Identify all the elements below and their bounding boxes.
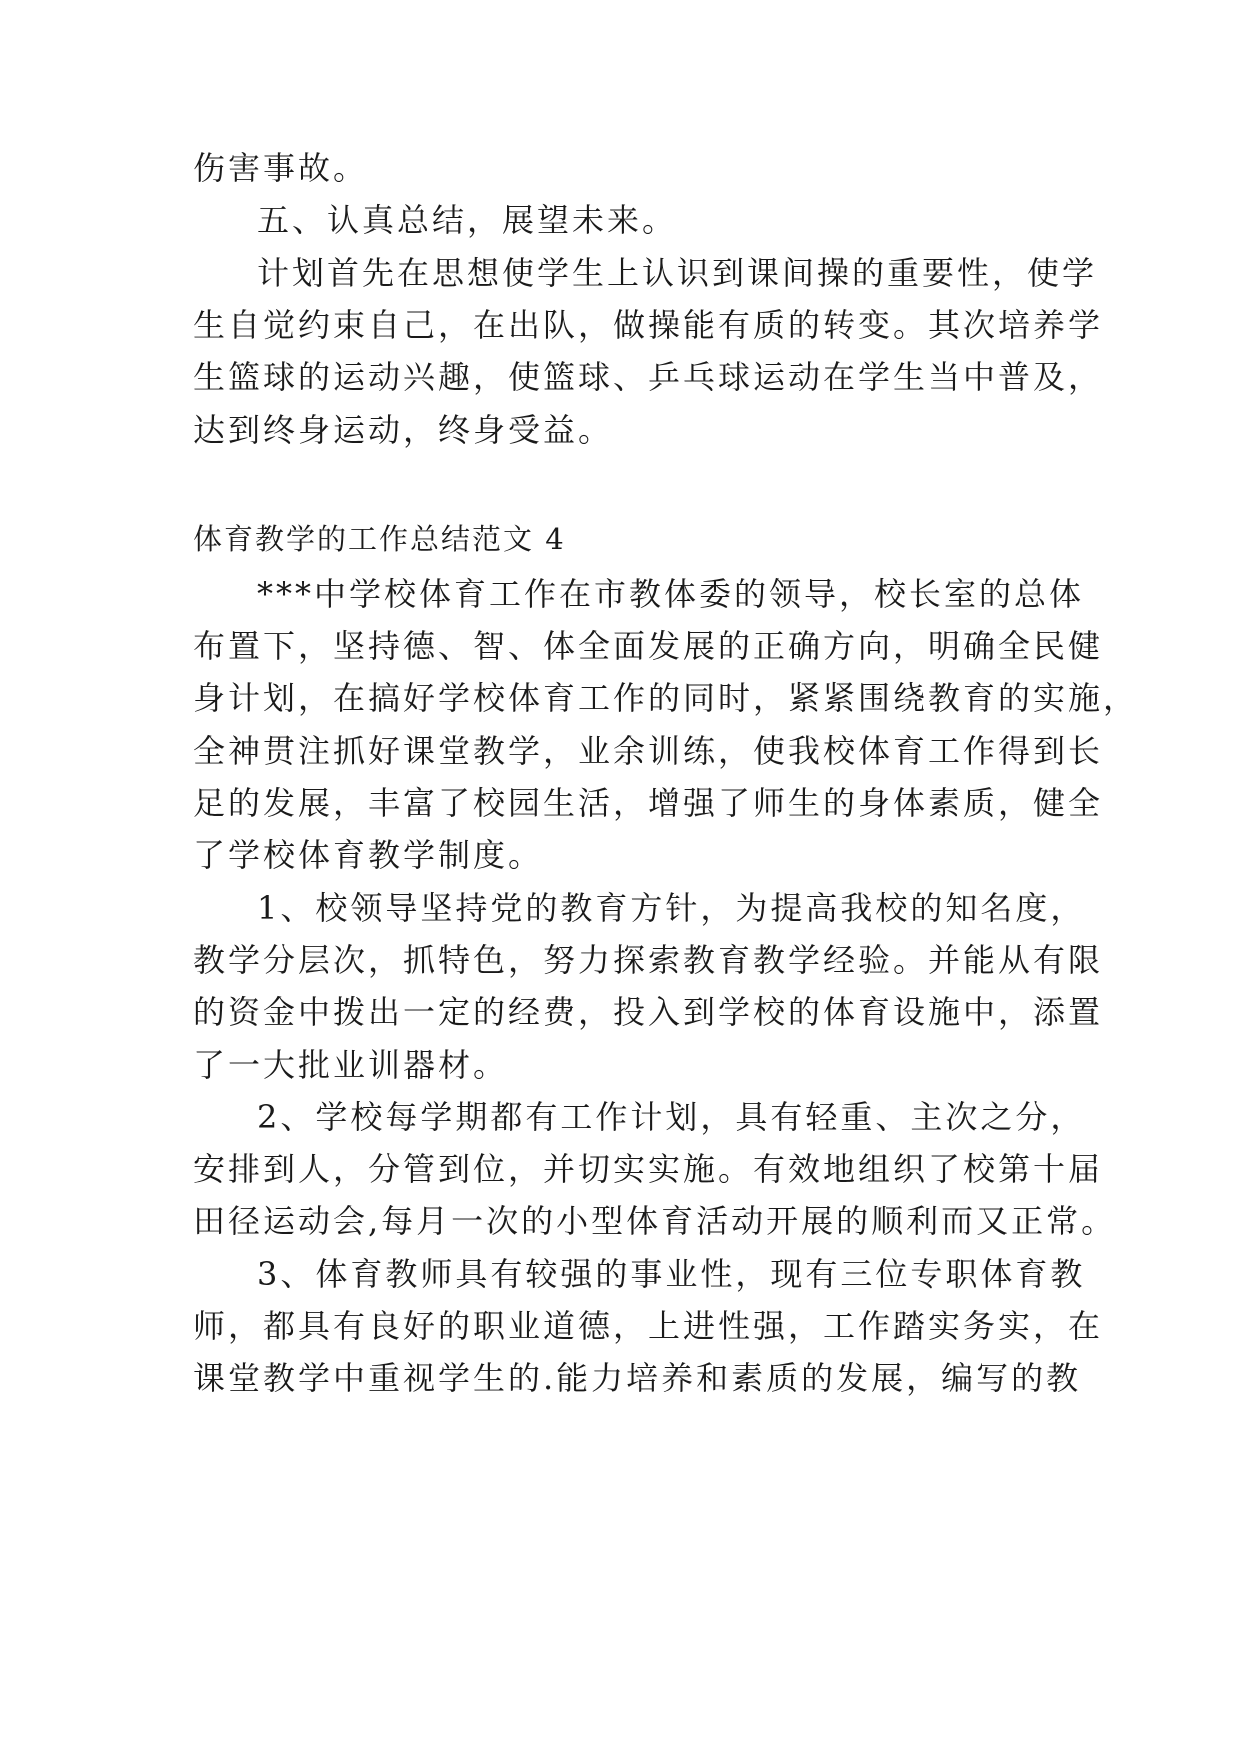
article-title: 体育教学的工作总结范文 4 <box>193 522 566 556</box>
paragraph-line: 达到终身运动，终身受益。 <box>193 411 614 449</box>
section-heading: 五、认真总结，展望未来。 <box>257 201 678 239</box>
paragraph-line: 了一大批业训器材。 <box>193 1046 509 1084</box>
list-item-line: 1、校领导坚持党的教育方针，为提高我校的知名度， <box>257 889 1086 927</box>
paragraph-line: 课堂教学中重视学生的.能力培养和素质的发展，编写的教 <box>193 1359 1082 1397</box>
paragraph-line: 师，都具有良好的职业道德，上进性强，工作踏实务实，在 <box>193 1307 1104 1345</box>
list-item-line: 2、学校每学期都有工作计划，具有轻重、主次之分， <box>257 1098 1086 1136</box>
paragraph-line: 计划首先在思想使学生上认识到课间操的重要性，使学 <box>257 254 1098 292</box>
paragraph-line: 足的发展，丰富了校园生活，增强了师生的身体素质，健全 <box>193 784 1104 822</box>
paragraph-line: 生自觉约束自己，在出队，做操能有质的转变。其次培养学 <box>193 306 1104 344</box>
paragraph-line: 布置下，坚持德、智、体全面发展的正确方向，明确全民健 <box>193 627 1104 665</box>
paragraph-line: ***中学校体育工作在市教体委的领导，校长室的总体 <box>257 575 1085 613</box>
paragraph-line: 身计划，在搞好学校体育工作的同时，紧紧围绕教育的实施， <box>193 679 1139 717</box>
list-item-line: 3、体育教师具有较强的事业性，现有三位专职体育教 <box>257 1255 1086 1293</box>
paragraph-line: 全神贯注抓好课堂教学，业余训练，使我校体育工作得到长 <box>193 732 1104 770</box>
paragraph-line: 教学分层次，抓特色，努力探索教育教学经验。并能从有限 <box>193 941 1104 979</box>
paragraph-line: 生篮球的运动兴趣，使篮球、乒乓球运动在学生当中普及， <box>193 358 1104 396</box>
paragraph-line: 的资金中拨出一定的经费，投入到学校的体育设施中，添置 <box>193 993 1104 1031</box>
paragraph-line: 田径运动会,每月一次的小型体育活动开展的顺利而又正常。 <box>193 1202 1117 1240</box>
paragraph-line: 了学校体育教学制度。 <box>193 836 544 874</box>
paragraph-line: 安排到人，分管到位，并切实实施。有效地组织了校第十届 <box>193 1150 1104 1188</box>
text-line: 伤害事故。 <box>193 149 369 187</box>
